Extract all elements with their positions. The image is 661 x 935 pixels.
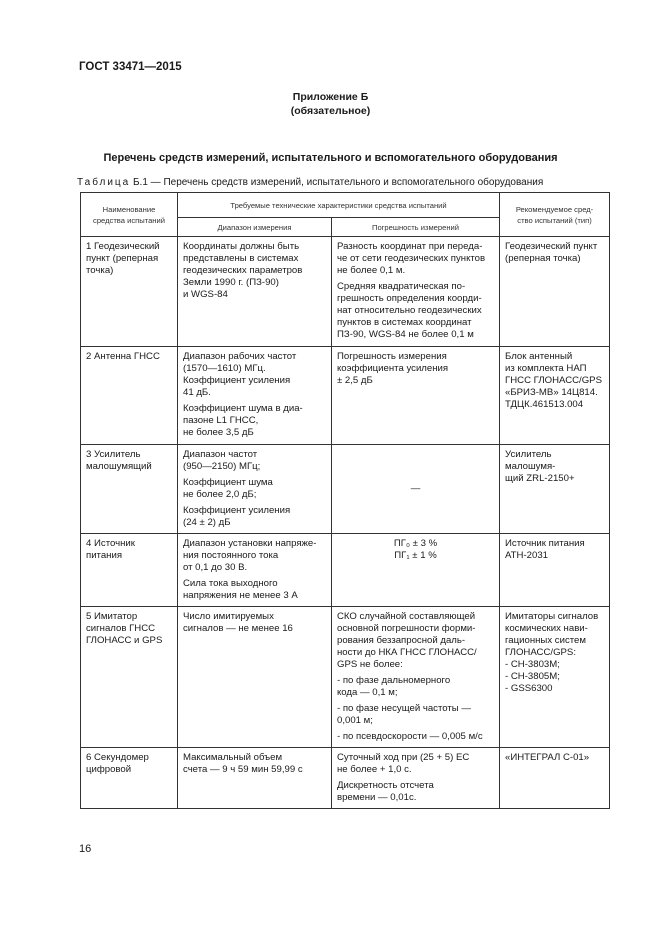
cell-name: 5 Имитатор сигналов ГНСС ГЛОНАСС и GPS bbox=[81, 607, 178, 748]
cell-range: Диапазон рабочих частот (1570—1610) МГц. Коэффициент усиления 41 дБ. Коэффициент шума в диа- пазоне L1 ГНСС, не более 3,5 дБ bbox=[178, 347, 332, 445]
appendix-title: Приложение Б bbox=[292, 91, 369, 103]
col-header-range: Диапазон измерения bbox=[178, 218, 332, 237]
cell-error: — bbox=[332, 445, 500, 534]
standard-number: ГОСТ 33471—2015 bbox=[79, 61, 182, 73]
appendix-subtitle: (обязательное) bbox=[290, 105, 371, 117]
cell-range: Число имитируемых сигналов — не менее 16 bbox=[178, 607, 332, 748]
page-number: 16 bbox=[79, 843, 92, 855]
table-caption bbox=[77, 177, 543, 188]
cell-name: 1 Геодезический пункт (реперная точка) bbox=[81, 237, 178, 347]
cell-range: Диапазон частот (950—2150) МГц; Коэффициент шума не более 2,0 дБ; Коэффициент усиления (24 ± 2) дБ bbox=[178, 445, 332, 534]
cell-error: СКО случайной составляющей основной погрешности форми- рования беззапросной даль- ности до НКА ГНСС ГЛОНАСС/ GPS не более: - по фазе дальномерного кода — 0,1 м; - по фазе несущей частоты — 0,001 м; - по псевдоскорости — 0,005 м/с bbox=[332, 607, 500, 748]
equipment-table bbox=[80, 192, 610, 809]
cell-tool: Блок антенный из комплекта НАП ГНСС ГЛОНАСС/GPS «БРИЗ-МВ» 14Ц814. ТДЦК.461513.004 bbox=[500, 347, 610, 445]
table-row bbox=[81, 534, 610, 607]
cell-tool: Геодезический пункт (реперная точка) bbox=[500, 237, 610, 347]
cell-tool: Усилитель малошумя- щий ZRL-2150+ bbox=[500, 445, 610, 534]
cell-tool: Имитаторы сигналов космических нави- гационных систем ГЛОНАСС/GPS: - СН-3803М; - СН-3805М; - GSS6300 bbox=[500, 607, 610, 748]
cell-range: Координаты должны быть представлены в системах геодезических параметров Земли 1990 г. (ПЗ-90) и WGS-84 bbox=[178, 237, 332, 347]
cell-name: 2 Антенна ГНСС bbox=[81, 347, 178, 445]
col-header-tool: Рекомендуемое сред- ство испытаний (тип) bbox=[500, 193, 610, 237]
cell-error: Суточный ход при (25 + 5) ЕС не более + 1,0 с. Дискретность отсчета времени — 0,01с. bbox=[332, 748, 500, 809]
table-caption-text: Б.1 — Перечень средств измерений, испытательного и вспомогательного оборудования bbox=[130, 177, 544, 188]
appendix-heading bbox=[0, 90, 661, 118]
cell-tool: «ИНТЕГРАЛ С-01» bbox=[500, 748, 610, 809]
col-header-name: Наименование средства испытаний bbox=[81, 193, 178, 237]
cell-error: Разность координат при переда- че от сети геодезических пунктов не более 0,1 м. Средняя квадратическая по- грешность определения коорди- нат относительно геодезических пунктов в системах координат ПЗ-90, WGS-84 не более 0,1 м bbox=[332, 237, 500, 347]
table-row bbox=[81, 237, 610, 347]
cell-range: Максимальный объем счета — 9 ч 59 мин 59,99 с bbox=[178, 748, 332, 809]
table-row bbox=[81, 445, 610, 534]
cell-tool: Источник питания АТН-2031 bbox=[500, 534, 610, 607]
cell-name: 4 Источник питания bbox=[81, 534, 178, 607]
table-header-row bbox=[81, 193, 610, 218]
col-header-error: Погрешность измерений bbox=[332, 218, 500, 237]
cell-name: 6 Секундомер цифровой bbox=[81, 748, 178, 809]
table-row bbox=[81, 607, 610, 748]
cell-range: Диапазон установки напряже- ния постоянного тока от 0,1 до 30 В. Сила тока выходного напряжения не менее 3 А bbox=[178, 534, 332, 607]
cell-error: ПГ₀ ± 3 % ПГ₁ ± 1 % bbox=[332, 534, 500, 607]
section-heading: Перечень средств измерений, испытательного и вспомогательного оборудования bbox=[103, 152, 558, 164]
col-group-header: Требуемые технические характеристики средства испытаний bbox=[178, 193, 500, 218]
table-caption-label: Таблица bbox=[77, 177, 131, 188]
table-row bbox=[81, 347, 610, 445]
table-row bbox=[81, 748, 610, 809]
cell-name: 3 Усилитель малошумящий bbox=[81, 445, 178, 534]
cell-error: Погрешность измерения коэффициента усиления ± 2,5 дБ bbox=[332, 347, 500, 445]
